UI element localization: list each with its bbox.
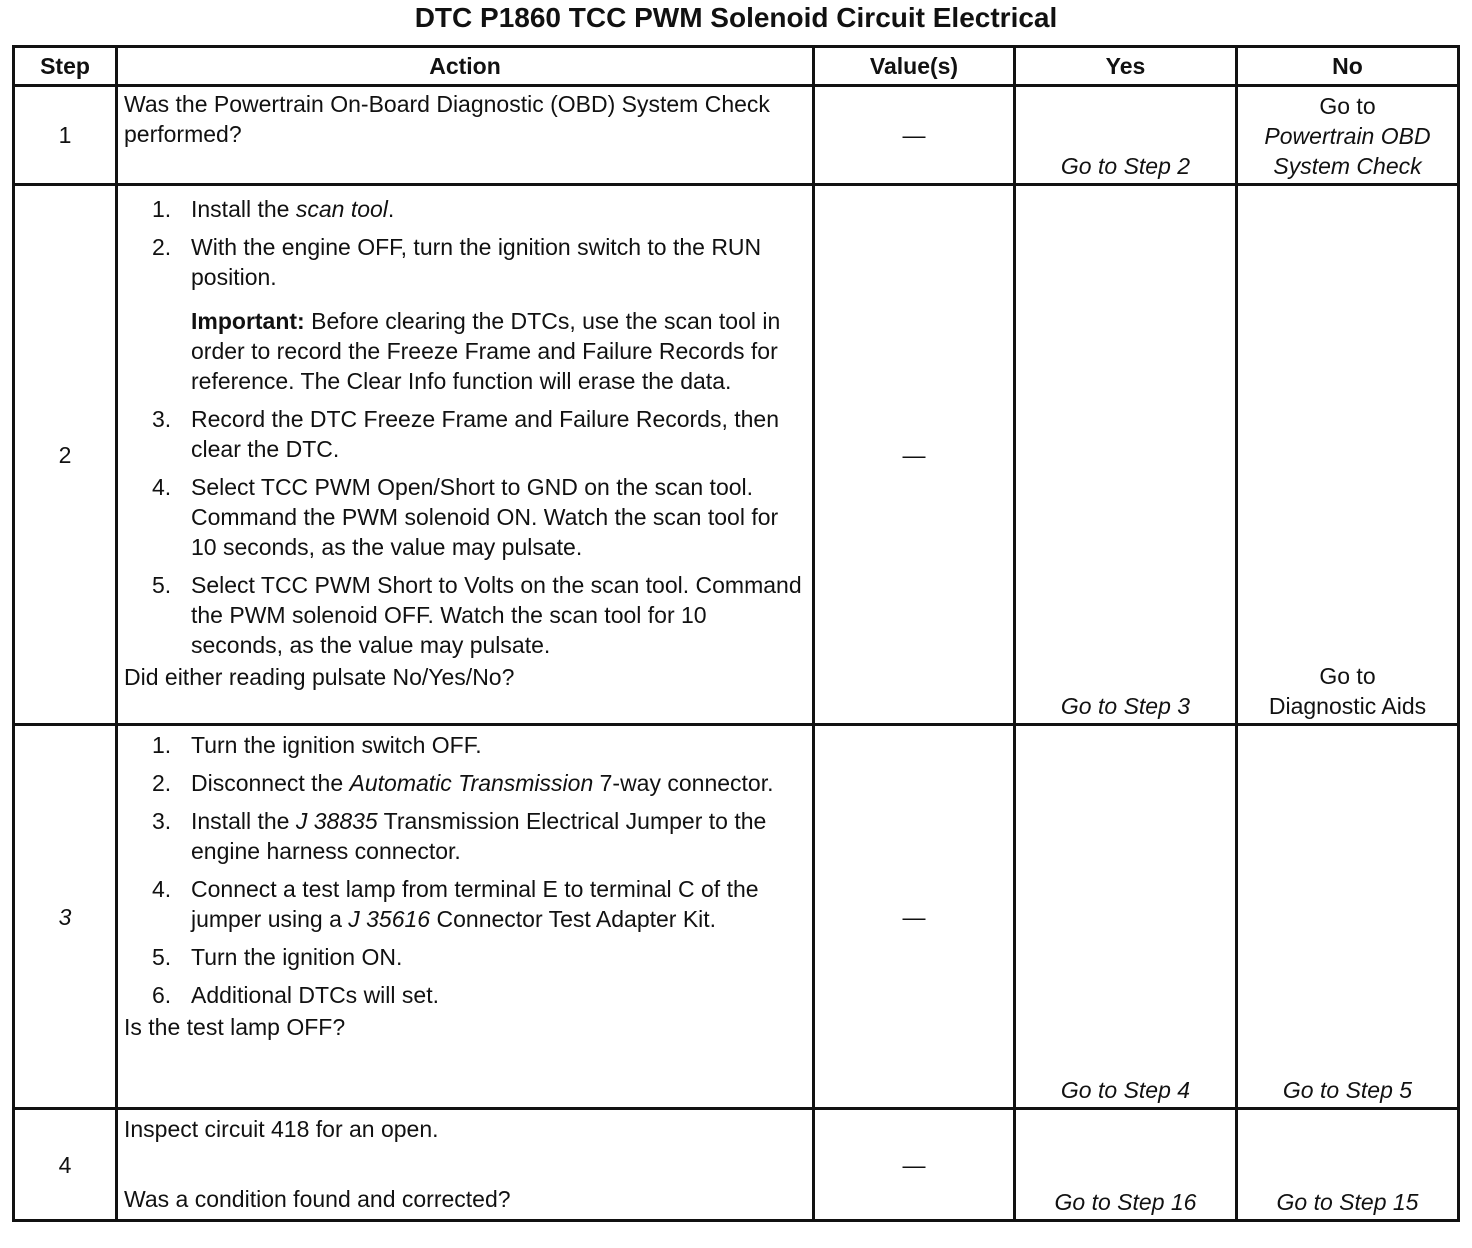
- item-text: Turn the ignition switch OFF.: [191, 732, 482, 758]
- item-emphasis: Automatic Transmission: [349, 770, 594, 796]
- no-cell: [1237, 185, 1459, 725]
- value-cell: —: [814, 86, 1015, 185]
- yes-cell: Go to Step 4: [1015, 725, 1237, 1109]
- action-cell: [117, 185, 814, 725]
- item-number: 3.: [152, 808, 172, 834]
- header-yes: Yes: [1015, 47, 1237, 86]
- list-item: [124, 874, 802, 934]
- document-title: DTC P1860 TCC PWM Solenoid Circuit Electrical: [414, 2, 1058, 33]
- item-text: Turn the ignition ON.: [191, 944, 403, 970]
- list-item: [124, 570, 802, 660]
- item-number: 1.: [152, 196, 172, 222]
- action-steps: [124, 730, 802, 1010]
- list-item: [124, 194, 802, 224]
- item-number: 4.: [152, 876, 172, 902]
- action-question: Did either reading pulsate No/Yes/No?: [124, 664, 515, 690]
- table-row: [14, 86, 1459, 185]
- header-values: Value(s): [814, 47, 1015, 86]
- item-number: 6.: [152, 982, 172, 1008]
- note-text: Before clearing the DTCs, use the scan tool in order to record the Freeze Frame and Failure Records for reference. The Clear Info function will erase the data.: [191, 308, 781, 394]
- action-question: Is the test lamp OFF?: [124, 1014, 346, 1040]
- item-number: 2.: [152, 770, 172, 796]
- item-text: Select TCC PWM Short to Volts on the scan tool. Command the PWM solenoid OFF. Watch the scan tool for 10 seconds, as the value may pulsate.: [191, 572, 802, 658]
- diagnostic-table: [12, 45, 1460, 1222]
- action-text: Inspect circuit 418 for an open.: [124, 1116, 439, 1142]
- action-cell: [117, 1109, 814, 1221]
- action-question: Was a condition found and corrected?: [124, 1186, 511, 1212]
- list-item: [124, 730, 802, 760]
- value-cell: —: [814, 185, 1015, 725]
- list-item: [124, 232, 802, 292]
- header-step: Step: [14, 47, 117, 86]
- header-row: [14, 47, 1459, 86]
- table-row: [14, 1109, 1459, 1221]
- action-steps-continued: [124, 404, 802, 660]
- action-content: [124, 1114, 802, 1214]
- action-steps: [124, 194, 802, 292]
- item-number: 2.: [152, 234, 172, 260]
- item-emphasis: J 38835: [295, 808, 378, 834]
- value-cell: —: [814, 1109, 1015, 1221]
- list-item: [124, 404, 802, 464]
- item-text: Install the: [191, 196, 296, 222]
- item-text: Record the DTC Freeze Frame and Failure Records, then clear the DTC.: [191, 406, 780, 462]
- item-emphasis: scan tool: [295, 196, 388, 222]
- no-cell: [1237, 86, 1459, 185]
- item-text: With the engine OFF, turn the ignition switch to the RUN position.: [191, 234, 762, 290]
- item-text-post: 7-way connector.: [593, 770, 774, 796]
- item-text-post: Connector Test Adapter Kit.: [430, 906, 717, 932]
- item-text: Connect a test lamp from terminal E to terminal C of the jumper using a: [191, 876, 759, 932]
- list-item: [124, 980, 802, 1010]
- no-line-2: Powertrain OBD System Check: [1264, 123, 1431, 179]
- yes-cell: Go to Step 2: [1015, 86, 1237, 185]
- no-line-2: Diagnostic Aids: [1268, 693, 1427, 719]
- item-text-post: Transmission Electrical Jumper to the engine harness connector.: [191, 808, 767, 864]
- step-number: 3: [14, 725, 117, 1109]
- list-item: [124, 472, 802, 562]
- table-row: [14, 185, 1459, 725]
- action-text: Was the Powertrain On-Board Diagnostic (OBD) System Check performed?: [124, 91, 770, 147]
- list-item: [124, 942, 802, 972]
- item-number: 4.: [152, 474, 172, 500]
- no-line-1: Go to: [1319, 663, 1376, 689]
- table-row: [14, 725, 1459, 1109]
- header-no: No: [1237, 47, 1459, 86]
- step-number: 4: [14, 1109, 117, 1221]
- item-number: 5.: [152, 572, 172, 598]
- yes-cell: Go to Step 3: [1015, 185, 1237, 725]
- action-cell: [117, 725, 814, 1109]
- item-number: 1.: [152, 732, 172, 758]
- item-text: Additional DTCs will set.: [191, 982, 439, 1008]
- list-item: [124, 806, 802, 866]
- item-number: 5.: [152, 944, 172, 970]
- item-text: Install the: [191, 808, 296, 834]
- step-number: 1: [14, 86, 117, 185]
- list-item: [124, 768, 802, 798]
- item-text: Disconnect the: [191, 770, 350, 796]
- item-text: Select TCC PWM Open/Short to GND on the scan tool. Command the PWM solenoid ON. Watch the scan tool for 10 seconds, as the value may pulsate.: [191, 474, 779, 560]
- item-text-post: .: [387, 196, 395, 222]
- item-number: 3.: [152, 406, 172, 432]
- note-label: Important:: [191, 308, 305, 334]
- value-cell: —: [814, 725, 1015, 1109]
- step-number: 2: [14, 185, 117, 725]
- item-emphasis: J 35616: [348, 906, 431, 932]
- action-cell: [117, 86, 814, 185]
- no-cell: Go to Step 5: [1237, 725, 1459, 1109]
- important-note: [124, 306, 802, 396]
- no-line-1: Go to: [1319, 93, 1376, 119]
- header-action: Action: [117, 47, 814, 86]
- yes-cell: Go to Step 16: [1015, 1109, 1237, 1221]
- no-cell: Go to Step 15: [1237, 1109, 1459, 1221]
